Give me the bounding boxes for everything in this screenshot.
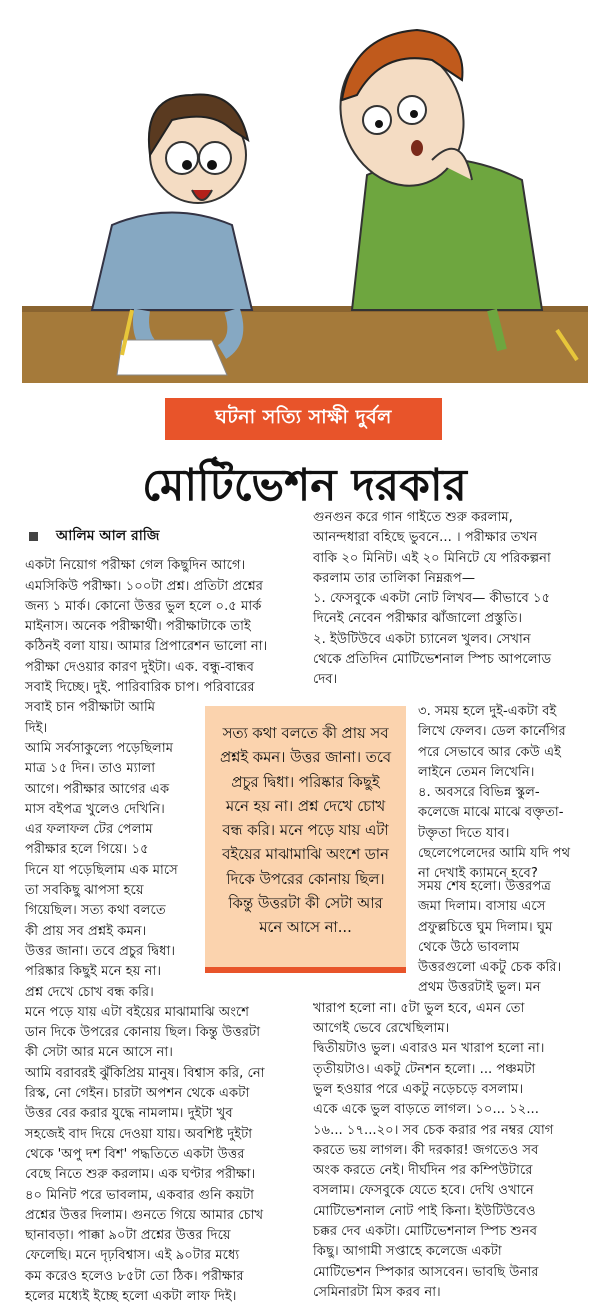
text-line: রিস্ক, নো গেইন। চারটা অপশন থেকে একটা [25, 1086, 250, 1102]
text-line: থেকে 'অপু দশ বিশ' পদ্ধতিতে একটা উত্তর [25, 1146, 245, 1162]
text-line: মোটিভেশন স্পিকার আসবেন। ভাবছি উনার [313, 1264, 539, 1280]
text-line: লাইনে তেমন লিখেনি। [418, 764, 535, 780]
text-line: খারাপ হলো না। ৫টা ভুল হবে, এমন তো [313, 1000, 525, 1016]
text-line: ডান দিকে উপরের কোনায় ছিল। কিন্তু উত্তরটা [25, 1025, 261, 1041]
text-line: বসলাম। ফেসবুকে যেতে হবে। দেখি ওখানে [313, 1183, 534, 1199]
text-line: দেব। [313, 672, 338, 688]
text-line: ১. ফেসবুকে একটা নোট লিখব— কীভাবে ১৫ [313, 591, 551, 607]
text-line: ২. ইউটিউবে একটা চ্যানেল খুলব। সেখান [313, 631, 531, 647]
text-line: কী সেটা আর মনে আসে না। [25, 1045, 173, 1061]
text-line: সহজেই বাদ দিয়ে দেওয়া যায়। অবশিষ্ট দুইটা [25, 1126, 253, 1142]
text-line: আমি বরাবরই ঝুঁকিপ্রিয় মানুষ। বিশ্বাস করি, নো [25, 1065, 265, 1081]
text-line: এর ফলাফল টের পেলাম [25, 822, 153, 838]
text-line: পরিষ্কার কিছুই মনে হয় না। [25, 964, 162, 980]
pull-quote [205, 706, 406, 973]
text-line: একে একে ভুল বাড়তে লাগল। ১০... ১২... [313, 1102, 539, 1118]
text-line: মাইনাস। অনেক পরীক্ষার্থী। পরীক্ষাটাকে তাই [25, 619, 251, 635]
text-line: দিই। [25, 720, 48, 736]
kicker-banner: ঘটনা সত্যি সাক্ষী দুর্বল [165, 398, 442, 440]
text-line: মোটিভেশনাল নোট পাই কিনা। ইউটিউবেও [313, 1203, 536, 1219]
right-column-top [313, 508, 590, 691]
byline [25, 526, 310, 546]
text-line: পরে সেভাবে আর কেউ এই [418, 744, 562, 760]
cartoon-illustration [22, 10, 588, 383]
text-line: প্রশ্নের উত্তর দিলাম। গুনতে গিয়ে আমার চোখ [25, 1207, 264, 1223]
text-line: না দেখাই ক্যামনে হবে? [418, 866, 538, 882]
right-column-middle [418, 702, 588, 885]
text-line: ভুল হওয়ার পরে একটু নড়েচড়ে বসলাম। [313, 1081, 524, 1097]
text-line: দ্বিতীয়টাও ভুল। এবারও মন খারাপ হলো না। [313, 1041, 545, 1057]
text-line: এমসিকিউ পরীক্ষা। ১০০টা প্রশ্ন। প্রতিটা প্রশ্নের [25, 578, 264, 594]
text-line: মাত্র ১৫ দিন। তাও ম্যালা [25, 761, 156, 777]
text-line: করতে ভয় লাগল। কী দরকার! জগতেও সব [313, 1142, 539, 1158]
text-line: উত্তর বের করার যুদ্ধে নামলাম। দুইটা খুব [25, 1106, 233, 1122]
text-line: আনন্দধারা বহিছে ভুবনে... । পরীক্ষার তখন [313, 530, 538, 546]
text-line: ছেলেপেলেদের আমি যদি পথ [418, 846, 571, 862]
text-line: ৪০ মিনিট পরে ভাবলাম, একবার গুনি কয়টা [25, 1187, 254, 1203]
text-line: কী প্রায় সব প্রশ্নই কমন। [25, 923, 147, 939]
text-line: বাকি ২০ মিনিট। এই ২০ মিনিটে যে পরিকল্পনা [313, 550, 551, 566]
text-line: সেমিনারটা মিস করব না। [313, 1284, 441, 1300]
text-line: কিছু। আগামী সপ্তাহে কলেজে একটা [313, 1244, 502, 1260]
text-line: কঠিনই বলা যায়। আমার প্রিপারেশন ভালো না। [25, 639, 268, 655]
text-line: সবাই চান পরীক্ষাটা আমি [25, 700, 156, 716]
text-line: টক্তৃতা দিতে যাব। [418, 825, 510, 841]
text-line: গুনগুন করে গান গাইতে শুরু করলাম, [313, 510, 513, 525]
text-line: থেকে উঠে ভাবলাম [418, 939, 520, 955]
text-line: জন্য ১ মার্ক। কোনো উত্তর ভুল হলে ০.৫ মার্ক [25, 598, 262, 614]
text-line: মনে পড়ে যায় এটা বইয়ের মাঝামাঝি অংশে [25, 1004, 250, 1020]
text-line: মাস বইপত্র খুলেও দেখিনি। [25, 801, 165, 817]
text-line: লিখে ফেলব। ডেল কার্নেগির [418, 724, 566, 740]
text-line: হলের মধ্যেই ইচ্ছে হলো একটা লাফ দিই। [25, 1288, 237, 1304]
text-line: ছানাবড়া। পাক্কা ৯০টা প্রশ্নের উত্তর দিয়ে [25, 1228, 231, 1244]
text-line: কলেজে মাঝে মাঝে বক্তৃতা- [418, 805, 564, 821]
text-line: আগেই ভেবে রেখেছিলাম। [313, 1021, 450, 1037]
text-line: আগে। পরীক্ষার আগের এক [25, 781, 170, 797]
text-line: কম করেও হলেও ৮৫টা তো ঠিক। পরীক্ষার [25, 1268, 244, 1284]
text-line: গিয়েছিল। সত্য কথা বলতে [25, 903, 166, 919]
text-line: পরীক্ষার হলে গিয়ে। ১৫ [25, 842, 149, 858]
text-line: তৃতীয়টাও। একটু টেনশন হলো। ... পঞ্চমটা [313, 1061, 536, 1077]
text-line: সময় শেষ হলো। উত্তরপত্র [418, 879, 551, 894]
text-line: ফেলেছি। মনে দৃঢ়বিশ্বাস। এই ৯০টার মধ্যে [25, 1248, 240, 1264]
text-line: করলাম তার তালিকা নিম্নরূপ— [313, 570, 476, 586]
text-line: থেকে প্রতিদিন মোটিভেশনাল স্পিচ আপলোড [313, 652, 552, 668]
text-line: দিনে যা পড়েছিলাম এক মাসে [25, 862, 178, 878]
text-line: প্রশ্ন দেখে চোখ বন্ধ করি। [25, 984, 154, 1000]
text-line: তা সবকিছু ঝাপসা হয়ে [25, 883, 144, 899]
text-line: দিনেই নেবেন পরীক্ষার ঝাঁজালো প্রস্তুতি। [313, 611, 523, 627]
text-line: উত্তর জানা। তবে প্রচুর দ্বিধা। [25, 943, 176, 959]
text-line: ৩. সময় হলে দুই-একটা বই [418, 704, 557, 719]
headline: মোটিভেশন দরকার [142, 460, 467, 511]
text-line: ১৬... ১৭...২০। সব চেক করার পর নম্বর যোগ [313, 1122, 554, 1138]
author-name: আলিম আল রাজি [56, 528, 160, 544]
text-line: উত্তরগুলো একটু চেক করি। [418, 960, 562, 976]
text-line: বেছে নিতে শুরু করলাম। এক ঘণ্টার পরীক্ষা। [25, 1167, 256, 1183]
text-line: একটা নিয়োগ পরীক্ষা গেল কিছুদিন আগে। [25, 558, 246, 574]
text-line: প্রথম উত্তরটাই ভুল। মন [418, 980, 541, 996]
text-line: ৪. অবসরে বিভিন্ন স্কুল- [418, 785, 540, 801]
pull-quote-text: সত্য কথা বলতে কী প্রায় সব প্রশ্নই কমন। উত্তর জানা। তবে প্রচুর দ্বিধা। পরিষ্কার কিছুই মনে হয় না। প্রশ্ন দেখে চোখ বন্ধ করি। মনে পড়ে যায় এটা বইয়ের মাঝামাঝি অংশে ডান দিকে উপরের কোনায় ছিল। কিন্তু উত্তরটা কী সেটা আর মনে আসে না... [219, 725, 392, 937]
text-line: পরীক্ষা দেওয়ার কারণ দুইটা। এক. বন্ধু-বান্ধব [25, 659, 255, 675]
text-line: জমা দিলাম। বাসায় এসে [418, 899, 546, 915]
text-line: প্রফুল্লচিত্তে ঘুম দিলাম। ঘুম [418, 919, 553, 935]
text-line: অংক করতে নেই। দীর্ঘদিন পর কম্পিউটারে [313, 1163, 533, 1179]
text-line: চক্কর দেব একটা। মোটিভেশনাল স্পিচ শুনব [313, 1224, 538, 1240]
bullet-square-icon [29, 532, 38, 541]
text-line: সবাই দিচ্ছে। দুই. পারিবারিক চাপ। পরিবারের [25, 680, 255, 696]
text-line: আমি সর্বসাকুল্যে পড়েছিলাম [25, 740, 174, 756]
